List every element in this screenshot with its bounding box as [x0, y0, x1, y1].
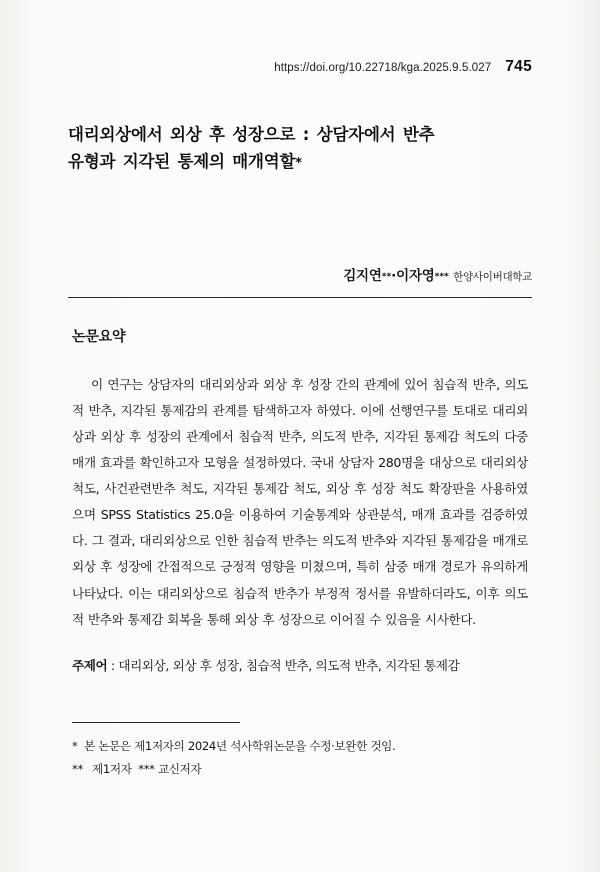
doi-text: https://doi.org/10.22718/kga.2025.9.5.027 — [274, 62, 492, 74]
footnote-1 — [72, 735, 528, 758]
title-footnote-marker: * — [295, 155, 302, 171]
footnote-2-symbol: ** — [72, 762, 83, 777]
footnote-3-text: 교신저자 — [157, 762, 202, 777]
author-second: ·이자영 — [391, 268, 435, 284]
author-first-marker: ** — [381, 272, 392, 282]
keywords-separator: : — [107, 658, 119, 673]
footnote-1-text: 본 논문은 제1저자의 2024년 석사학위논문을 수정·보완한 것임. — [84, 739, 396, 753]
author-first: 김지연 — [343, 268, 382, 284]
abstract-body: 이 연구는 상담자의 대리외상과 외상 후 성장 간의 관계에 있어 침습적 반추, 의도적 반추, 지각된 통제감의 관계를 탐색하고자 하였다. 이에 선행연구를 토대로 대리외상과 외상 후 성장의 관계에서 침습적 반추, 의도적 반추, 지각된 통제감 척도의 다중매개 효과를 확인하고자 모형을 설정하였다. 국내 상담자 280명을 대상으로 대리외상척도, 사건관련반추 척도, 지각된 통제감 척도, 외상 후 성장 척도 확장판을 사용하였으며 SPSS Statistics 25.0을 이용하여 기술통계와 상관분석, 매개 효과를 검증하였다. 그 결과, 대리외상으로 인한 침습적 반추는 의도적 반추와 지각된 통제감을 매개로 외상 후 성장에 간접적으로 긍정적 영향을 미쳤으며, 특히 삼중 매개 경로가 유의하게 나타났다. 이는 대리외상으로 침습적 반추가 부정적 정서를 유발하더라도, 이후 의도적 반추와 통제감 회복을 통해 외상 후 성장으로 이어질 수 있음을 시사한다. — [72, 377, 528, 627]
author-affiliation: 한양사이버대학교 — [453, 271, 532, 283]
keywords-list: 대리외상, 외상 후 성장, 침습적 반추, 의도적 반추, 지각된 통제감 — [118, 658, 460, 673]
abstract-heading: 논문요약 — [72, 329, 126, 345]
footnote-2 — [72, 758, 528, 781]
footnote-divider — [72, 722, 240, 723]
article-title — [68, 122, 538, 175]
footnote-1-symbol: * — [72, 739, 78, 753]
author-line — [68, 264, 532, 284]
author-second-marker: *** — [434, 272, 449, 282]
footnote-block — [72, 735, 528, 781]
footnote-3-symbol: *** — [138, 762, 155, 777]
title-line-2: 유형과 지각된 통제의 매개역할 — [68, 151, 296, 171]
keywords-label: 주제어 — [72, 658, 108, 673]
page-number: 745 — [505, 58, 532, 75]
running-head — [68, 58, 532, 76]
header-divider — [68, 297, 532, 298]
keywords-line — [72, 655, 532, 676]
footnote-2-text: 제1저자 — [92, 762, 132, 777]
title-line-1: 대리외상에서 외상 후 성장으로 : 상담자에서 반추 — [68, 125, 435, 144]
